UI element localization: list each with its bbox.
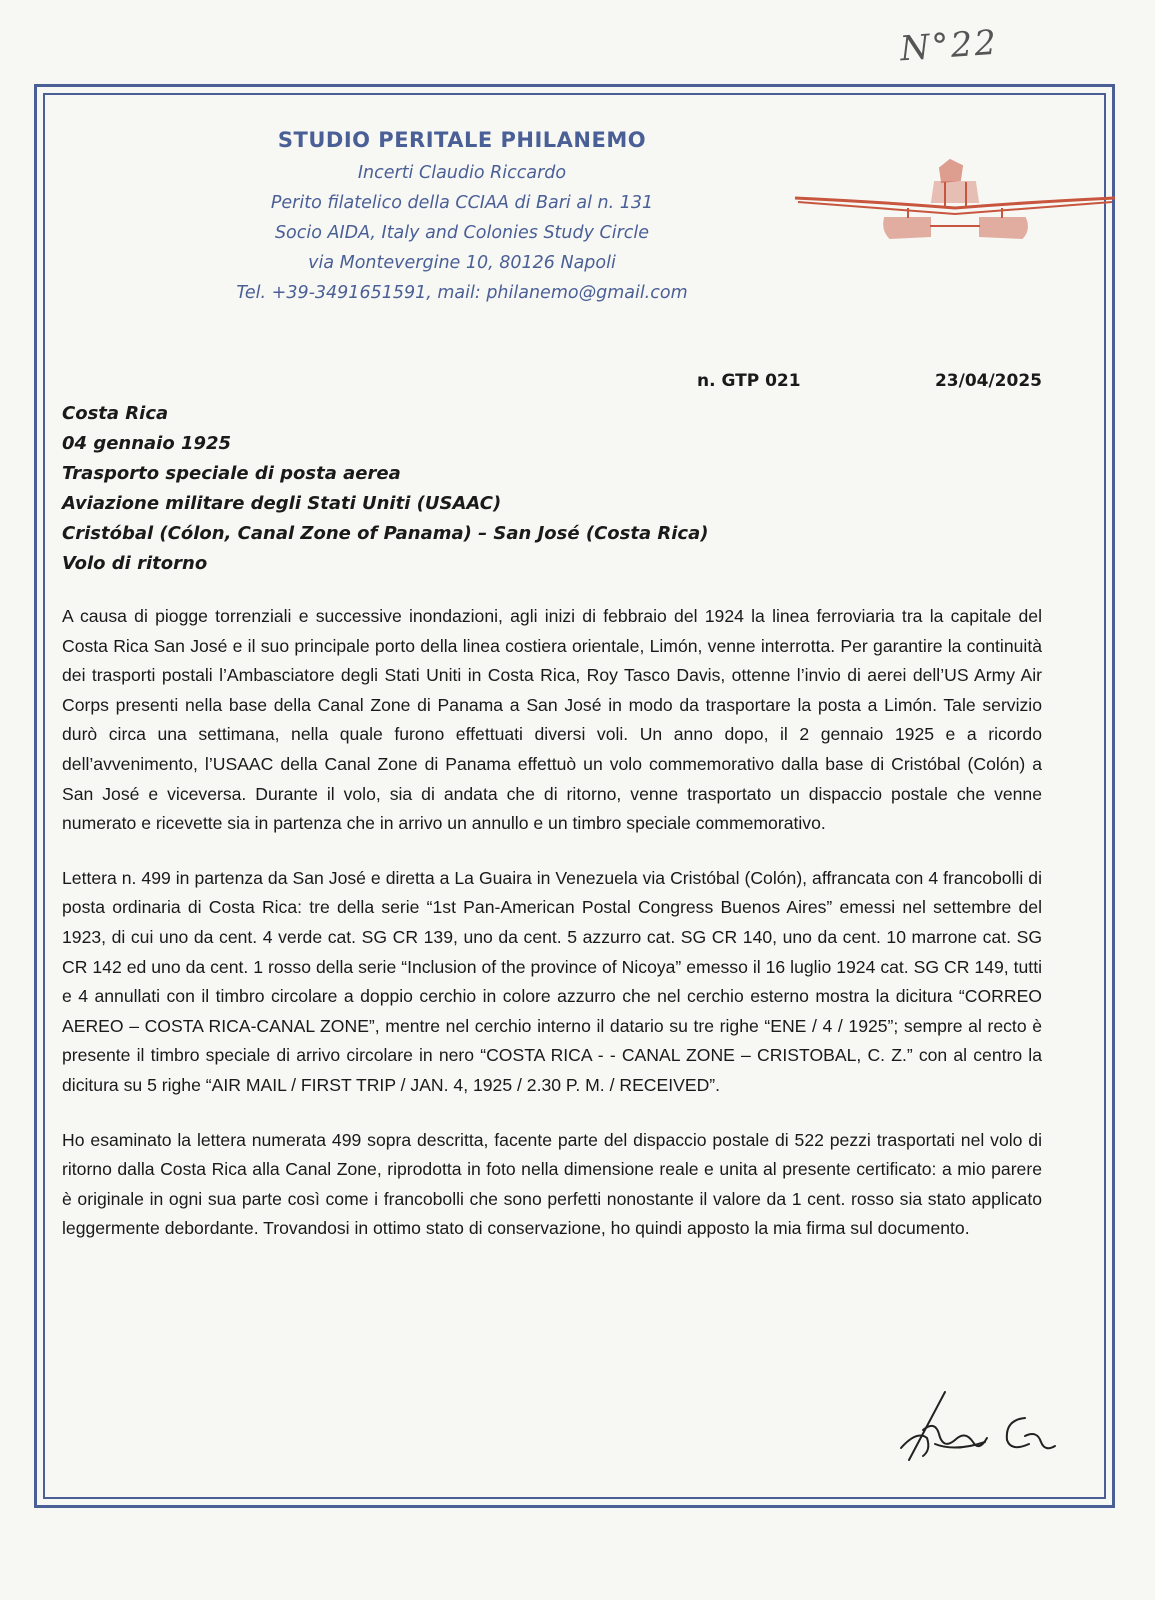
subject-block	[62, 399, 1042, 579]
certificate-date: 23/04/2025	[934, 371, 1042, 391]
subject-operator: Aviazione militare degli Stati Uniti (USAAC)	[62, 493, 502, 514]
subject-date: 04 gennaio 1925	[62, 433, 232, 454]
handwritten-signature	[895, 1390, 1065, 1470]
subject-route: Cristóbal (Cólon, Canal Zone of Panama) – San José (Costa Rica)	[62, 523, 709, 544]
description-paragraph: Lettera n. 499 in partenza da San José e diretta a La Guaira in Venezuela via Cristóbal (Colón), affrancata con 4 francobolli di posta ordinaria di Costa Rica: tre della serie “1st Pan-American Postal Congress Buenos Aires” emessi nel settembre del 1923, di cui uno da cent. 4 verde cat. SG CR 139, uno da cent. 5 azzurro cat. SG CR 140, uno da cent. 10 marrone cat. SG CR 142 ed uno da cent. 1 rosso della serie “Inclusion of the province of Nicoya” emesso il 16 luglio 1924 cat. SG CR 149, tutti e 4 annullati con il timbro circolare a doppio cerchio in colore azzurro che nel cerchio esterno mostra la dicitura “CORREO AEREO – COSTA RICA-CANAL ZONE”, mentre nel cerchio interno il datario su tre righe “ENE / 4 / 1925”; sempre al recto è presente il timbro speciale di arrivo circolare in nero “COSTA RICA - - CANAL ZONE – CRISTOBAL, C. Z.” con al centro la dicitura su 5 righe “AIR MAIL / FIRST TRIP / JAN. 4, 1925 / 2.30 P. M. / RECEIVED”.	[62, 867, 1042, 1095]
studio-name: STUDIO PERITALE PHILANEMO	[277, 128, 647, 152]
subject-type: Trasporto speciale di posta aerea	[62, 463, 401, 484]
subject-country: Costa Rica	[62, 403, 169, 424]
expert-name: Incerti Claudio Riccardo	[357, 163, 567, 183]
certificate-body	[62, 602, 1042, 1269]
handwritten-page-number: N°22	[898, 22, 1000, 70]
subject-flight: Volo di ritorno	[62, 553, 208, 574]
expert-contact: Tel. +39-3491651591, mail: philanemo@gmail.com	[236, 283, 688, 303]
certificate-reference	[62, 371, 1042, 399]
seaplane-logo-icon	[790, 158, 1120, 258]
history-paragraph: A causa di piogge torrenziali e successive inondazioni, agli inizi di febbraio del 1924 la linea ferroviaria tra la capitale del Costa Rica San José e il suo principale porto della linea costiera orientale, Limón, venne interrotta. Per garantire la continuità dei trasporti postali l’Ambasciatore degli Stati Uniti in Costa Rica, Roy Tasco Davis, ottenne l’invio di aerei dell’US Army Air Corps presenti nella base della Canal Zone di Panama a San José in modo da trasportare la posta a Limón. Tale servizio durò circa una settimana, nella quale furono effettuati diversi voli. Un anno dopo, il 2 gennaio 1925 e a ricordo dell’avvenimento, l’USAAC della Canal Zone di Panama effettuò un volo commemorativo dalla base di Cristóbal (Colón) a San José e viceversa. Durante il volo, sia di andata che di ritorno, venne trasportato un dispaccio postale che venne numerato e ricevette sia in partenza che in arrivo un annullo e un timbro speciale commemorativo.	[62, 606, 1042, 834]
certificate-number: n. GTP 021	[697, 371, 801, 391]
opinion-paragraph: Ho esaminato la lettera numerata 499 sopra descritta, facente parte del dispaccio postale di 522 pezzi trasportati nel volo di ritorno dalla Costa Rica alla Canal Zone, riprodotta in foto nella dimensione reale e unita al presente certificato: a mio parere è originale in ogni sua parte così come i francobolli che sono perfetti nonostante il valore da 1 cent. rosso sia stato applicato leggermente debordante. Trovandosi in ottimo stato di conservazione, ho quindi apposto la mia firma sul documento.	[62, 1129, 1042, 1239]
letterhead	[192, 128, 732, 308]
expert-credential: Perito filatelico della CCIAA di Bari al n. 131	[270, 193, 654, 213]
expert-address: via Montevergine 10, 80126 Napoli	[308, 253, 616, 273]
expert-membership: Socio AIDA, Italy and Colonies Study Circle	[274, 223, 650, 243]
